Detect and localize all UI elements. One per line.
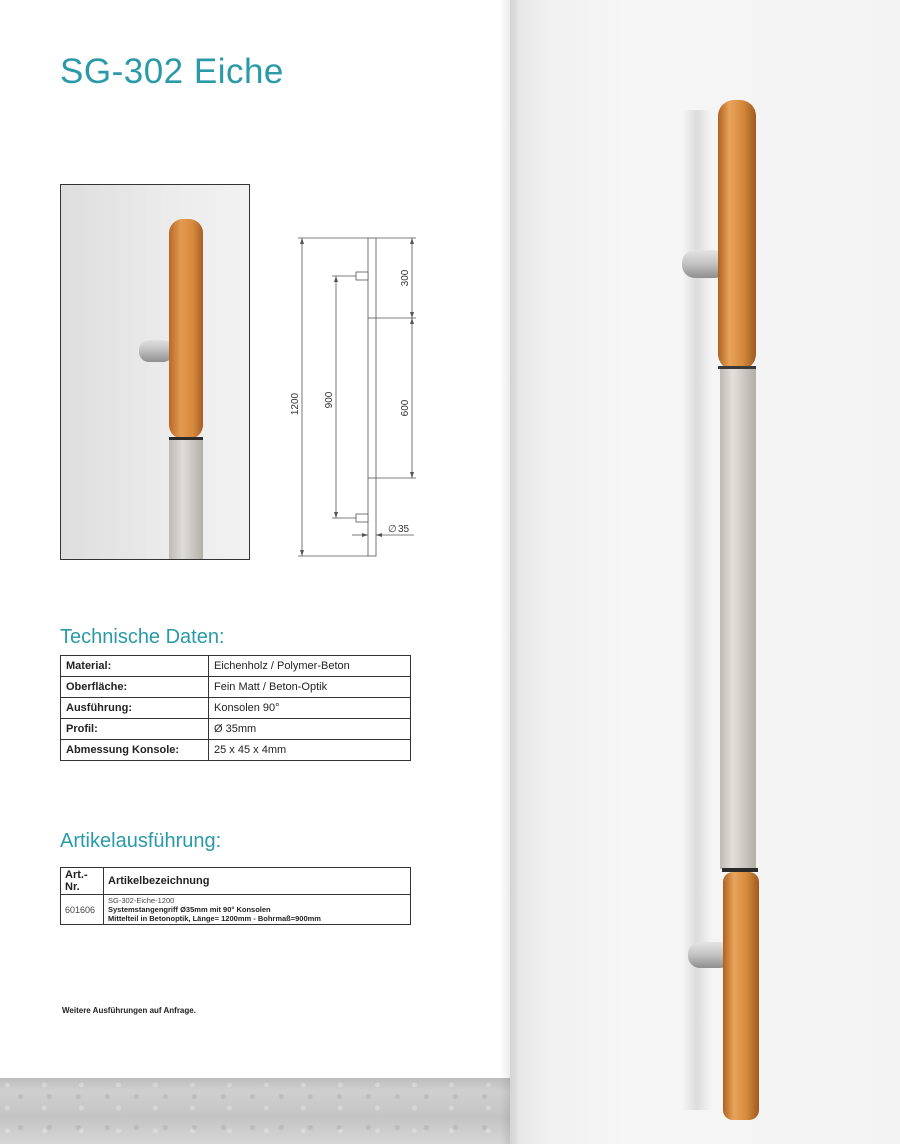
footnote: Weitere Ausführungen auf Anfrage.: [62, 1006, 196, 1015]
article-code: SG-302-Eiche-1200: [108, 896, 175, 905]
dim-bore-label: 900: [324, 391, 335, 409]
spec-label: Profil:: [61, 719, 209, 740]
spec-label: Ausführung:: [61, 698, 209, 719]
spec-value: 25 x 45 x 4mm: [209, 740, 411, 761]
handle-photo-small: [61, 185, 249, 559]
tech-data-heading: Technische Daten:: [60, 626, 225, 648]
dim-diameter-label: 35: [398, 524, 410, 535]
oak-segment-bottom: [723, 872, 759, 1120]
drawing-bracket-top: [356, 272, 368, 280]
diameter-symbol: ∅: [388, 524, 397, 535]
col-header-desc: Artikelbezeichnung: [104, 868, 411, 895]
table-row: [61, 698, 411, 719]
table-row: [61, 719, 411, 740]
drawing-bar: [368, 238, 376, 556]
article-description: [104, 895, 411, 925]
concrete-segment: [169, 440, 203, 559]
spec-value: Eichenholz / Polymer-Beton: [209, 656, 411, 677]
col-header-nr: Art.-Nr.: [61, 868, 104, 895]
dim-mid-label: 600: [400, 399, 411, 417]
table-header-row: [61, 868, 411, 895]
table-row: [61, 677, 411, 698]
bracket-top: [139, 340, 173, 362]
spec-value: Fein Matt / Beton-Optik: [209, 677, 411, 698]
joint-ring-top: [718, 366, 756, 369]
page-spine-shadow: [500, 0, 518, 1144]
spec-label: Oberfläche:: [61, 677, 209, 698]
table-row: [61, 656, 411, 677]
spec-label: Material:: [61, 656, 209, 677]
tech-data-table: [60, 655, 411, 761]
product-photo-small: [60, 184, 250, 560]
technical-drawing: [282, 232, 422, 562]
article-number: 601606: [61, 895, 104, 925]
oak-segment: [169, 219, 203, 439]
concrete-strip: [0, 1078, 510, 1144]
table-row: [61, 740, 411, 761]
handle-photo-large: [670, 90, 780, 1130]
joint-ring-bottom: [722, 868, 758, 872]
article-heading: Artikelausführung:: [60, 830, 222, 852]
drawing-bracket-bottom: [356, 514, 368, 522]
concrete-segment: [720, 369, 756, 869]
article-desc-line: Systemstangengriff Ø35mm mit 90° Konsolen: [108, 905, 271, 914]
spec-value: Konsolen 90°: [209, 698, 411, 719]
spec-label: Abmessung Konsole:: [61, 740, 209, 761]
dim-total-label: 1200: [290, 392, 301, 416]
dim-top-label: 300: [400, 269, 411, 287]
article-desc-line: Mittelteil in Betonoptik, Länge= 1200mm - Bohrmaß=900mm: [108, 914, 321, 923]
spec-value: Ø 35mm: [209, 719, 411, 740]
oak-segment-top: [718, 100, 756, 370]
table-row: [61, 895, 411, 925]
article-table: [60, 867, 411, 925]
page-title: SG-302 Eiche: [60, 52, 284, 91]
